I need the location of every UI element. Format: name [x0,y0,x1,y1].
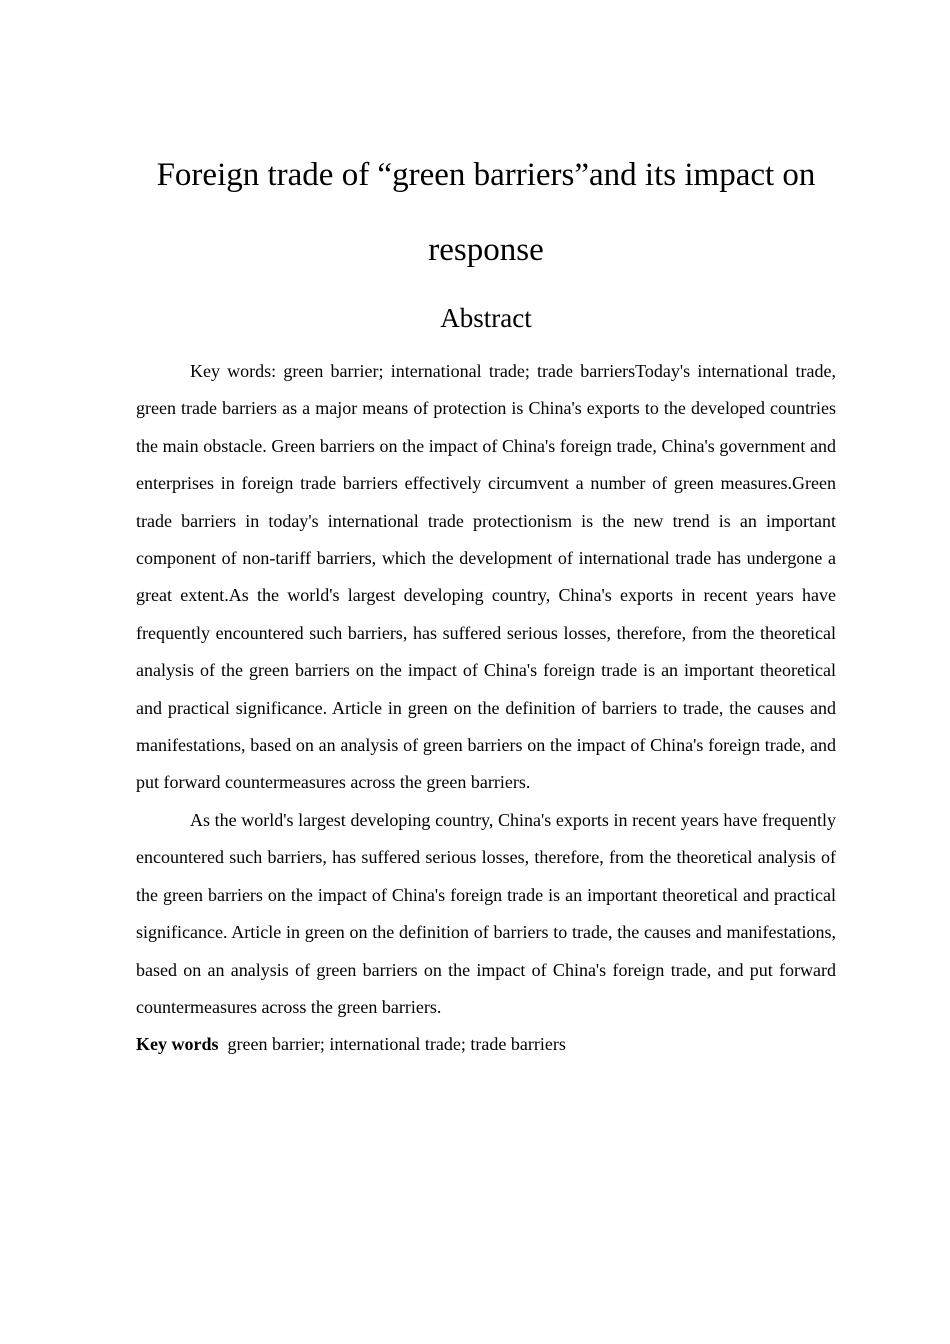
abstract-heading: Abstract [440,303,532,333]
document-title: Foreign trade of “green barriers”and its impact on response [156,157,816,268]
keywords-value: green barrier; international trade; trade barriers [227,1034,566,1055]
document-page [136,138,836,1064]
abstract-paragraph-1: Key words: green barrier; international trade; trade barriersToday's international trade, green trade barriers as a major means of protection is China's exports to the developed countries the main obstacle. Green barriers on the impact of China's foreign trade, China's government and enterprises in foreign trade barriers effectively circumvent a number of green measures.Green trade barriers in today's international trade protectionism is the new trend is an important component of non-tariff barriers, which the development of international trade has undergone a great extent.As the world's largest developing country, China's exports in recent years have frequently encountered such barriers, has suffered serious losses, therefore, from the theoretical analysis of the green barriers on the impact of China's foreign trade is an important theoretical and practical significance. Article in green on the definition of barriers to trade, the causes and manifestations, based on an analysis of green barriers on the impact of China's foreign trade, and put forward countermeasures across the green barriers. [136,361,836,793]
keywords-line [136,1026,836,1063]
abstract-paragraph-2: As the world's largest developing country, China's exports in recent years have frequently encountered such barriers, has suffered serious losses, therefore, from the theoretical analysis of the green barriers on the impact of China's foreign trade is an important theoretical and practical significance. Article in green on the definition of barriers to trade, the causes and manifestations, based on an analysis of green barriers on the impact of China's foreign trade, and put forward countermeasures across the green barriers. [136,809,836,1017]
keywords-label: Key words [136,1034,219,1055]
